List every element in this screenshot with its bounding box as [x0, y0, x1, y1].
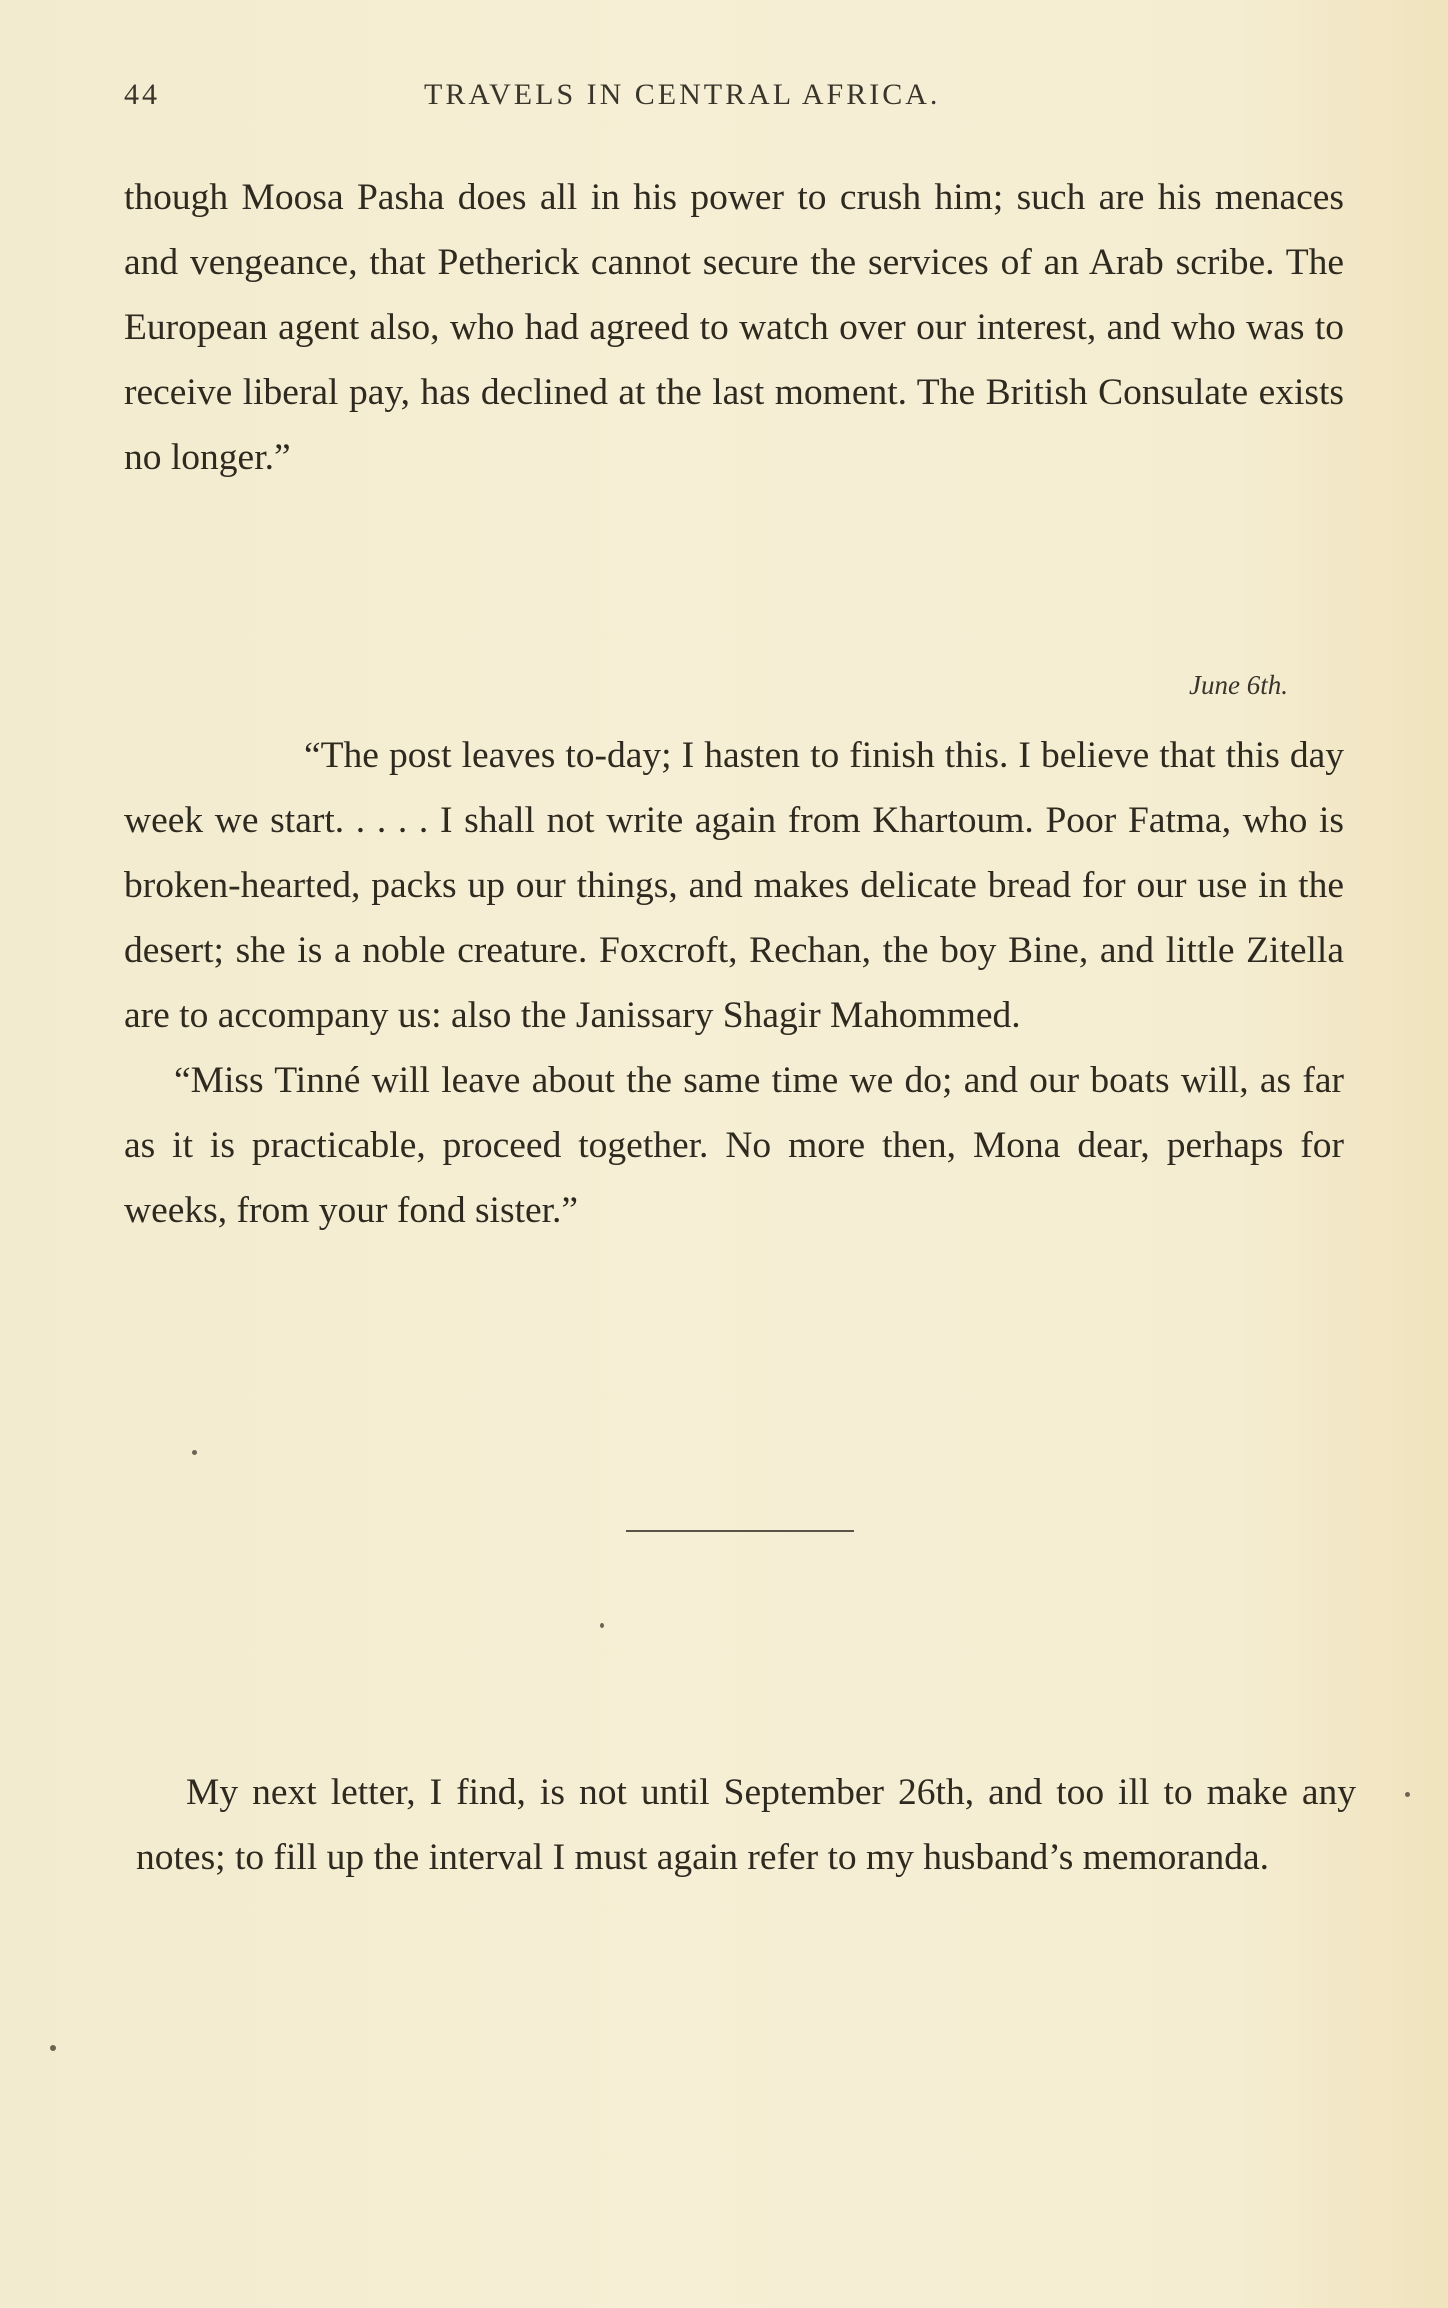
paragraph-post-leaves: “The post leaves to-day; I hasten to finish this. I believe that this day week we start. . . . . I shall not write again from Khartoum. Poor Fatma, who is broken-hearted, packs up our things, and makes delicate bread for our use in the desert; she is a noble creature. Foxcroft, Rechan, the boy Bine, and little Zitella are to accompany us: also the Janissary Shagir Mahommed.: [124, 735, 1344, 1036]
dateline: June 6th.: [1189, 670, 1288, 700]
paragraph-miss-tinne: “Miss Tinné will leave about the same time we do; and our boats will, as far as it is practicable, proceed together. No more then, Mona dear, perhaps for weeks, from your fond sister.”: [124, 1060, 1344, 1231]
ink-speck: [1405, 1792, 1410, 1797]
page-number: 44: [124, 78, 160, 111]
letter-continuation: [124, 165, 1344, 490]
running-head: [124, 78, 1344, 128]
section-divider-rule: [626, 1530, 854, 1532]
running-title: TRAVELS IN CENTRAL AFRICA.: [424, 78, 941, 111]
ink-speck: [192, 1450, 197, 1455]
paragraph-next-letter: My next letter, I find, is not until September 26th, and too ill to make any notes; to fill up the interval I must again refer to my husband’s memoranda.: [136, 1772, 1356, 1878]
paragraph-consulate: though Moosa Pasha does all in his power to crush him; such are his menaces and vengeance, that Petherick cannot secure the services of an Arab scribe. The European agent also, who had agreed to watch over our interest, and who was to receive liberal pay, has declined at the last moment. The British Consulate exists no longer.”: [124, 177, 1344, 478]
ink-speck: [50, 2045, 56, 2051]
letter-june-6th: [124, 723, 1344, 1243]
narrative-block: [136, 1760, 1356, 1890]
ink-speck: [600, 1623, 604, 1628]
